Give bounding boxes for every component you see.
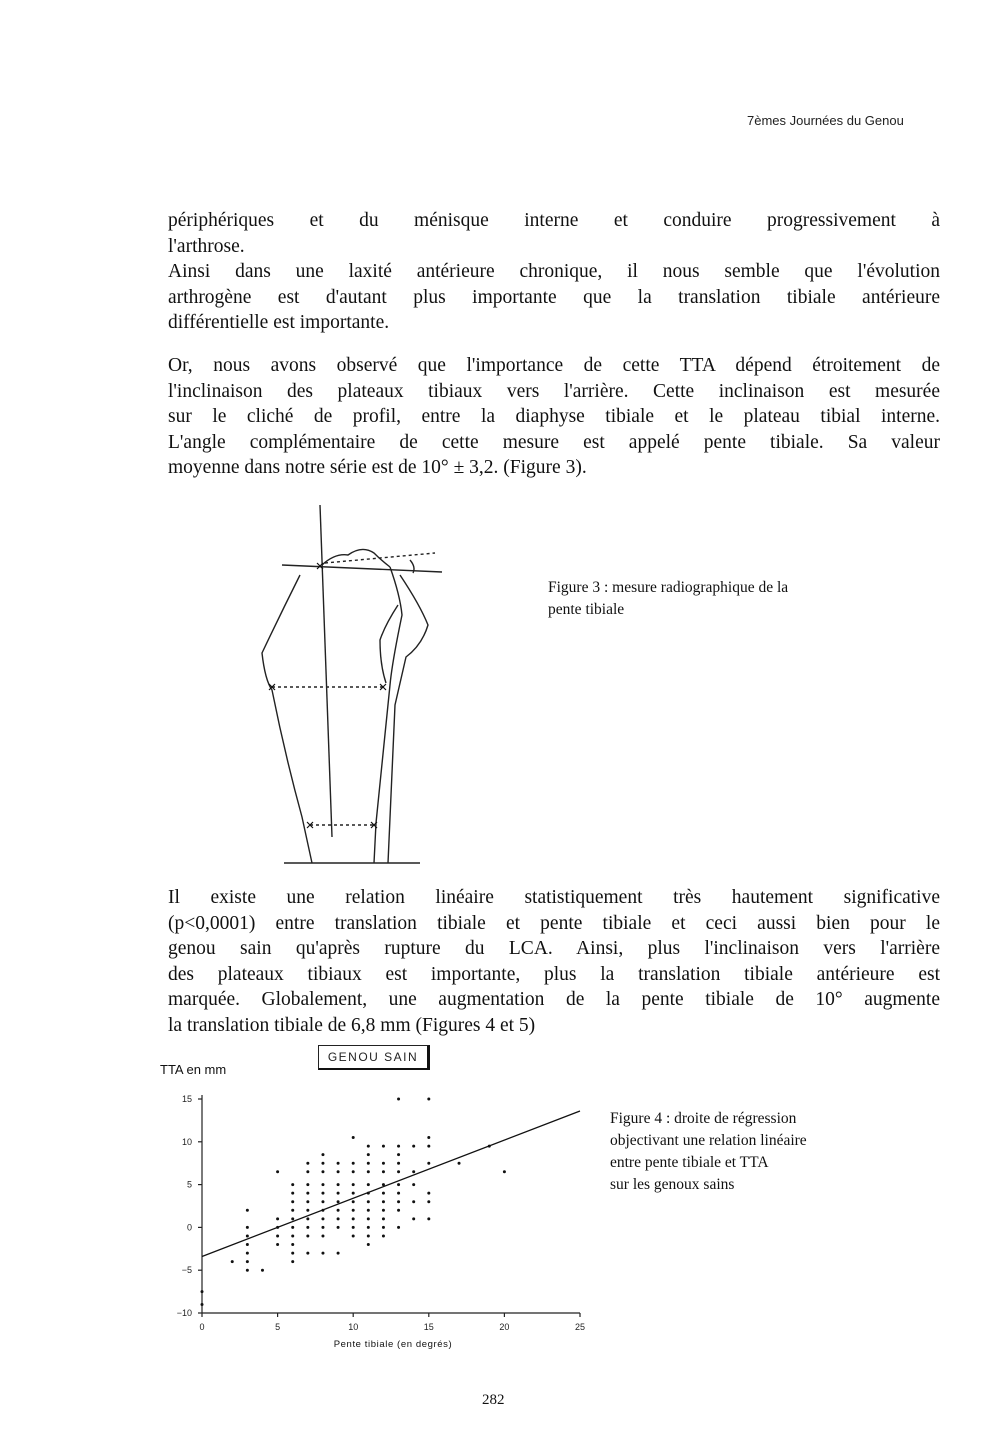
- fibula-outline: [388, 575, 428, 863]
- data-point: [246, 1252, 249, 1255]
- data-point: [352, 1192, 355, 1195]
- x-tick-label: 15: [423, 1322, 434, 1332]
- data-point: [306, 1162, 309, 1165]
- data-point: [397, 1098, 400, 1101]
- y-tick-label: −10: [176, 1308, 192, 1318]
- figure-4-caption-line: entre pente tibiale et TTA: [610, 1154, 769, 1171]
- data-point: [276, 1234, 279, 1237]
- data-point: [321, 1170, 324, 1173]
- data-point: [397, 1153, 400, 1156]
- data-point: [427, 1136, 430, 1139]
- data-point: [321, 1200, 324, 1203]
- data-point: [321, 1234, 324, 1237]
- data-point: [382, 1145, 385, 1148]
- data-point: [427, 1192, 430, 1195]
- data-point: [397, 1200, 400, 1203]
- y-tick-label: 10: [181, 1136, 192, 1147]
- paragraph-1: [168, 208, 940, 336]
- data-point: [276, 1217, 279, 1220]
- text-line: sur le cliché de profil, entre la diaphyse tibiale et le plateau tibial interne.: [168, 406, 940, 427]
- data-point: [261, 1269, 264, 1272]
- data-point: [337, 1192, 340, 1195]
- text-line: genou sain qu'après rupture du LCA. Ainsi, plus l'inclinaison vers l'arrière: [168, 938, 940, 959]
- data-point: [291, 1192, 294, 1195]
- figure-3-tibia-drawing: [250, 505, 460, 875]
- data-point: [397, 1183, 400, 1186]
- data-point: [367, 1162, 370, 1165]
- data-point: [352, 1183, 355, 1186]
- text-line: l'arthrose.: [168, 235, 245, 257]
- data-point: [352, 1209, 355, 1212]
- data-point: [201, 1290, 204, 1293]
- data-point: [337, 1170, 340, 1173]
- data-point: [246, 1269, 249, 1272]
- data-point: [337, 1183, 340, 1186]
- running-header: 7èmes Journées du Genou: [747, 113, 904, 128]
- text-line: des plateaux tibiaux est importante, plus la translation tibiale antérieure est: [168, 963, 940, 985]
- data-point: [367, 1170, 370, 1173]
- data-point: [382, 1234, 385, 1237]
- data-point: [321, 1192, 324, 1195]
- paragraph-2: [168, 353, 940, 481]
- data-point: [382, 1162, 385, 1165]
- data-point: [397, 1162, 400, 1165]
- data-point: [306, 1217, 309, 1220]
- text-line: la translation tibiale de 6,8 mm (Figures 4 et 5): [168, 1014, 536, 1036]
- data-point: [427, 1145, 430, 1148]
- diaphysis-axis: [320, 505, 332, 837]
- data-point: [291, 1226, 294, 1229]
- data-point: [352, 1226, 355, 1229]
- text-line: (p<0,0001) entre translation tibiale et pente tibiale et ceci aussi bien pour le: [168, 912, 940, 934]
- data-point: [367, 1243, 370, 1246]
- figure-4-caption-line: Figure 4 : droite de régression: [610, 1110, 797, 1127]
- data-point: [291, 1234, 294, 1237]
- data-point: [306, 1252, 309, 1255]
- data-point: [291, 1243, 294, 1246]
- data-point: [352, 1200, 355, 1203]
- x-tick-label: 20: [499, 1322, 510, 1332]
- data-point: [382, 1209, 385, 1212]
- data-point: [397, 1209, 400, 1212]
- text-line: périphériques et du ménisque interne et conduire progressivement à: [168, 210, 940, 231]
- y-tick-label: 5: [186, 1179, 192, 1190]
- data-point: [397, 1170, 400, 1173]
- data-point: [367, 1217, 370, 1220]
- data-point: [352, 1136, 355, 1139]
- figure-4-scatter-chart: [160, 1085, 600, 1355]
- data-point: [276, 1243, 279, 1246]
- data-point: [337, 1217, 340, 1220]
- data-point: [337, 1209, 340, 1212]
- data-point: [412, 1183, 415, 1186]
- data-point: [337, 1252, 340, 1255]
- data-point: [352, 1170, 355, 1173]
- data-point: [427, 1200, 430, 1203]
- data-point: [291, 1209, 294, 1212]
- data-point: [352, 1162, 355, 1165]
- data-point: [382, 1200, 385, 1203]
- data-point: [337, 1200, 340, 1203]
- data-point: [321, 1162, 324, 1165]
- data-point: [291, 1200, 294, 1203]
- data-point: [352, 1234, 355, 1237]
- data-point: [321, 1217, 324, 1220]
- data-point: [246, 1209, 249, 1212]
- text-line: l'inclinaison des plateaux tibiaux vers l'arrière. Cette inclinaison est mesurée: [168, 380, 940, 402]
- data-point: [246, 1260, 249, 1263]
- data-point: [412, 1145, 415, 1148]
- data-point: [382, 1217, 385, 1220]
- data-point: [291, 1252, 294, 1255]
- x-axis-label: Pente tibiale (en degrés): [333, 1339, 453, 1350]
- y-axis-label: TTA en mm: [160, 1062, 227, 1077]
- data-point: [321, 1226, 324, 1229]
- data-point: [321, 1183, 324, 1186]
- data-point: [367, 1145, 370, 1148]
- data-point: [367, 1153, 370, 1156]
- data-point: [427, 1217, 430, 1220]
- text-line: Or, nous avons observé que l'importance de cette TTA dépend étroitement de: [168, 355, 940, 376]
- data-point: [246, 1226, 249, 1229]
- data-point: [427, 1162, 430, 1165]
- data-point: [306, 1209, 309, 1212]
- figure-3-caption-line: Figure 3 : mesure radiographique de la: [548, 579, 789, 596]
- x-tick-label: 10: [348, 1322, 359, 1332]
- text-line: marquée. Globalement, une augmentation de la pente tibiale de 10° augmente: [168, 989, 940, 1010]
- data-point: [382, 1170, 385, 1173]
- genou-sain-label: GENOU SAIN: [318, 1045, 430, 1070]
- data-point: [306, 1183, 309, 1186]
- data-point: [306, 1200, 309, 1203]
- text-line: Il existe une relation linéaire statistiquement très hautement significative: [168, 887, 940, 908]
- data-point: [352, 1217, 355, 1220]
- data-point: [427, 1098, 430, 1101]
- data-point: [367, 1209, 370, 1212]
- data-point: [231, 1260, 234, 1263]
- data-point: [412, 1217, 415, 1220]
- data-point: [321, 1153, 324, 1156]
- page-number: 282: [482, 1392, 505, 1408]
- figure-4-caption: [610, 1108, 807, 1196]
- figure-4-caption-line: sur les genoux sains: [610, 1176, 735, 1193]
- x-tick-label: 0: [199, 1322, 205, 1332]
- data-point: [458, 1162, 461, 1165]
- data-point: [382, 1192, 385, 1195]
- y-tick-label: 0: [186, 1222, 192, 1233]
- data-point: [337, 1162, 340, 1165]
- data-point: [306, 1226, 309, 1229]
- data-point: [306, 1170, 309, 1173]
- data-point: [291, 1217, 294, 1220]
- data-point: [367, 1226, 370, 1229]
- x-tick-label: 25: [574, 1322, 586, 1332]
- figure-4-caption-line: objectivant une relation linéaire: [610, 1132, 807, 1149]
- data-point: [382, 1226, 385, 1229]
- text-line: arthrogène est d'autant plus importante que la translation tibiale antérieure: [168, 286, 940, 308]
- data-point: [337, 1226, 340, 1229]
- paragraph-3: [168, 885, 940, 1038]
- data-point: [367, 1183, 370, 1186]
- data-point: [246, 1243, 249, 1246]
- y-tick-label: −5: [181, 1265, 192, 1276]
- data-point: [397, 1226, 400, 1229]
- data-point: [397, 1192, 400, 1195]
- text-line: moyenne dans notre série est de 10° ± 3,2. (Figure 3).: [168, 457, 587, 478]
- data-point: [367, 1200, 370, 1203]
- fibula-inner: [380, 605, 398, 683]
- text-line: différentielle est importante.: [168, 312, 390, 333]
- data-point: [321, 1252, 324, 1255]
- data-point: [397, 1145, 400, 1148]
- x-tick-label: 5: [275, 1322, 281, 1332]
- data-point: [201, 1303, 204, 1306]
- plateau-line: [282, 565, 442, 572]
- y-tick-label: 15: [181, 1094, 192, 1104]
- data-point: [367, 1234, 370, 1237]
- femoral-condyle: [322, 549, 390, 567]
- data-point: [291, 1260, 294, 1263]
- data-point: [246, 1234, 249, 1237]
- text-line: L'angle complémentaire de cette mesure est appelé pente tibiale. Sa valeur: [168, 431, 940, 453]
- data-point: [412, 1170, 415, 1173]
- tibia-outline-right: [374, 567, 402, 863]
- data-point: [412, 1200, 415, 1203]
- data-point: [276, 1170, 279, 1173]
- text-line: Ainsi dans une laxité antérieure chronique, il nous semble que l'évolution: [168, 261, 940, 282]
- tibia-outline-left: [262, 575, 312, 863]
- data-point: [291, 1183, 294, 1186]
- figure-3-caption-line: pente tibiale: [548, 601, 625, 618]
- data-point: [306, 1192, 309, 1195]
- data-point: [503, 1170, 506, 1173]
- figure-3-caption: [548, 577, 788, 621]
- regression-line: [202, 1111, 580, 1257]
- data-point: [306, 1234, 309, 1237]
